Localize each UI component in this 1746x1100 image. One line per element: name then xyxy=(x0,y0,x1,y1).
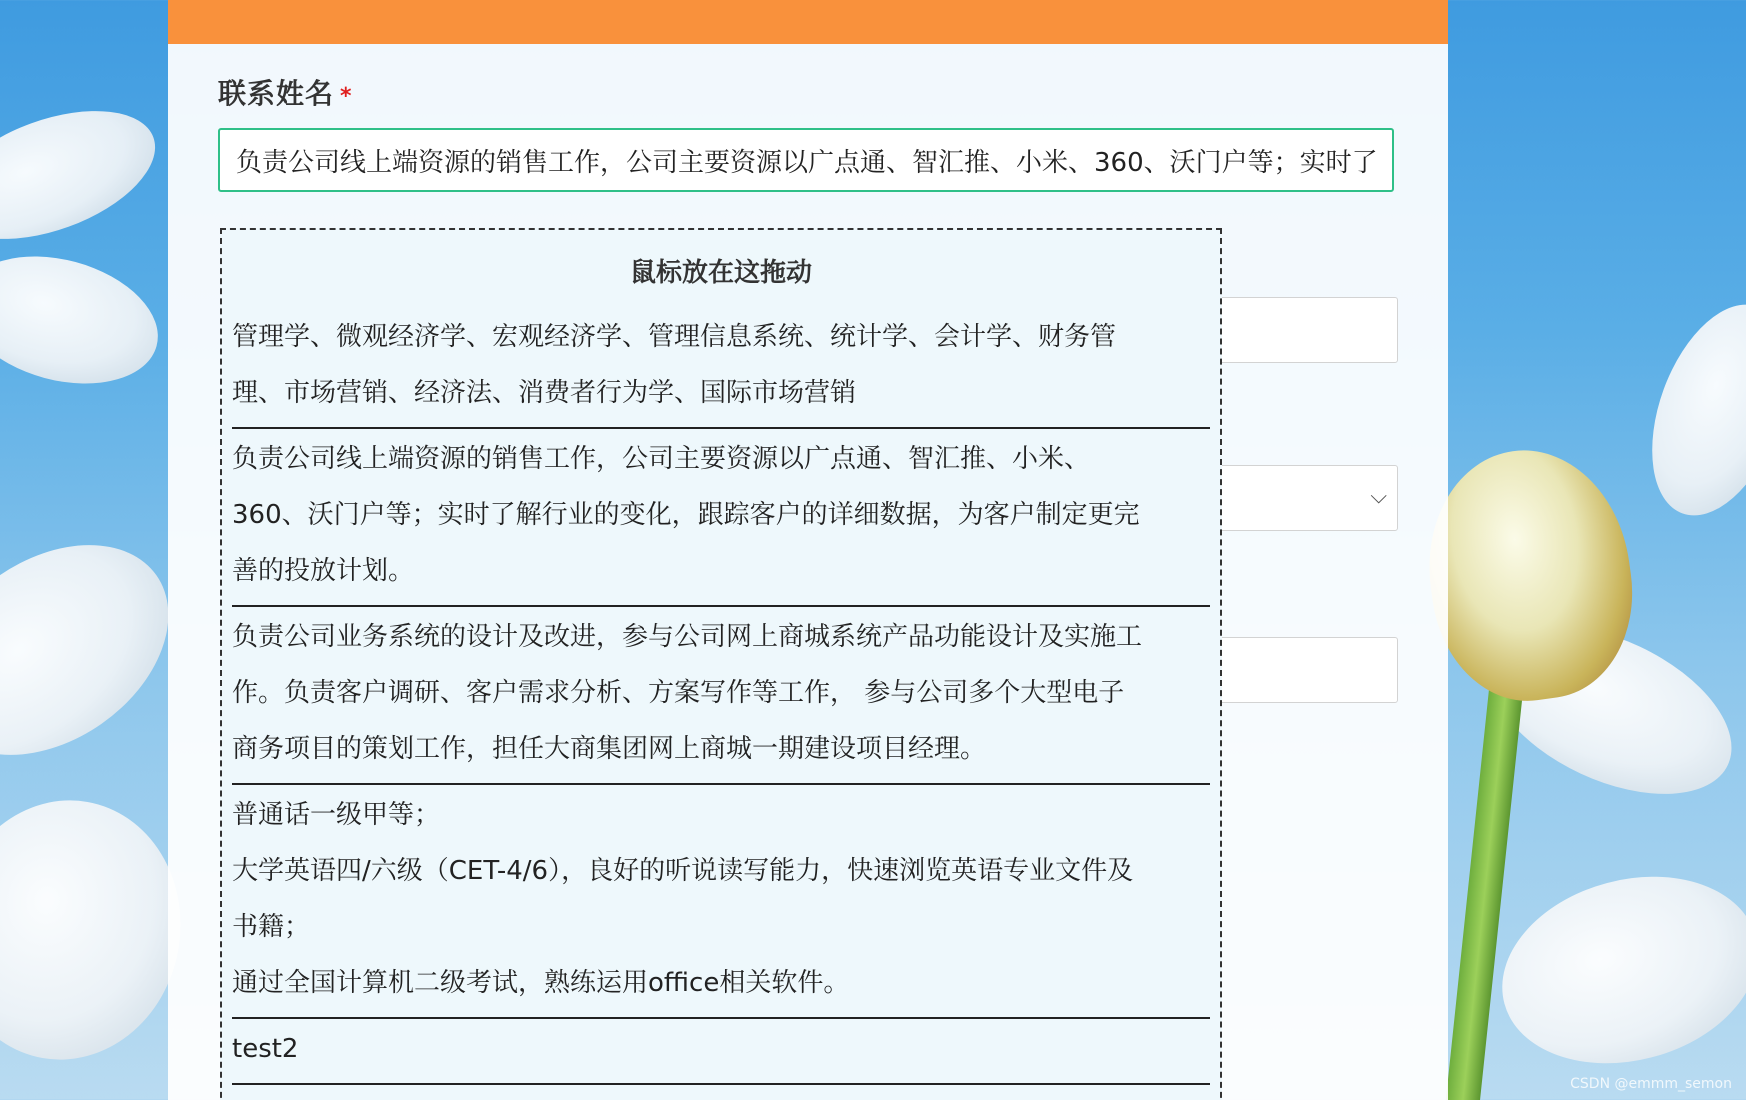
suggestion-item[interactable] xyxy=(232,785,1210,1019)
chevron-down-icon: ⌵ xyxy=(1370,484,1387,509)
header-bar xyxy=(168,0,1448,44)
required-marker: * xyxy=(340,84,353,109)
suggestion-item-line: 理、市场营销、经济法、消费者行为学、国际市场营销 xyxy=(232,378,857,408)
contact-name-input[interactable] xyxy=(218,128,1394,192)
suggestion-item-line: 书籍； xyxy=(232,912,311,942)
suggestion-item-line: 360、沃门户等；实时了解行业的变化，跟踪客户的详细数据，为客户制定更完 xyxy=(232,500,1140,530)
suggestion-item-line: 善的投放计划。 xyxy=(232,556,415,586)
suggestion-item[interactable] xyxy=(232,1019,1210,1085)
suggestion-item-line: test2 xyxy=(232,1034,299,1064)
suggestion-item-line: 作。负责客户调研、客户需求分析、方案写作等工作， 参与公司多个大型电子 xyxy=(232,678,1125,708)
flower-stem xyxy=(1444,659,1526,1100)
drag-handle[interactable]: 鼠标放在这拖动 xyxy=(629,258,812,288)
suggestion-list xyxy=(232,307,1210,1085)
watermark: CSDN @emmm_semon xyxy=(1570,1076,1732,1092)
background-petal xyxy=(1626,286,1746,534)
background-petal xyxy=(0,236,172,404)
suggestion-item-line: 管理学、微观经济学、宏观经济学、管理信息系统、统计学、会计学、财务管 xyxy=(232,322,1117,352)
form-select[interactable] xyxy=(1198,465,1398,531)
suggestion-item-line: 负责公司线上端资源的销售工作，公司主要资源以广点通、智汇推、小米、 xyxy=(232,444,1091,474)
suggestion-item-line: 负责公司业务系统的设计及改进，参与公司网上商城系统产品功能设计及实施工 xyxy=(232,622,1143,652)
contact-name-label xyxy=(218,72,353,112)
form-field-2[interactable] xyxy=(1198,297,1398,363)
suggestion-item[interactable] xyxy=(232,429,1210,607)
suggestion-item-line: 大学英语四/六级（CET-4/6），良好的听说读写能力，快速浏览英语专业文件及 xyxy=(232,856,1134,886)
suggestion-item-line: 普通话一级甲等； xyxy=(232,800,441,830)
suggestion-item[interactable] xyxy=(232,307,1210,429)
form-field-4[interactable] xyxy=(1198,637,1398,703)
form-page xyxy=(168,0,1448,1100)
suggestion-item-line: 通过全国计算机二级考试，熟练运用office相关软件。 xyxy=(232,968,850,998)
background-petal xyxy=(0,86,172,265)
suggestion-item-line: 商务项目的策划工作，担任大商集团网上商城一期建设项目经理。 xyxy=(232,734,987,764)
suggestion-item[interactable] xyxy=(232,607,1210,785)
contact-name-label-text: 联系姓名 xyxy=(218,77,335,110)
suggestion-popup[interactable] xyxy=(220,228,1222,1100)
background-petal xyxy=(1481,849,1746,1090)
